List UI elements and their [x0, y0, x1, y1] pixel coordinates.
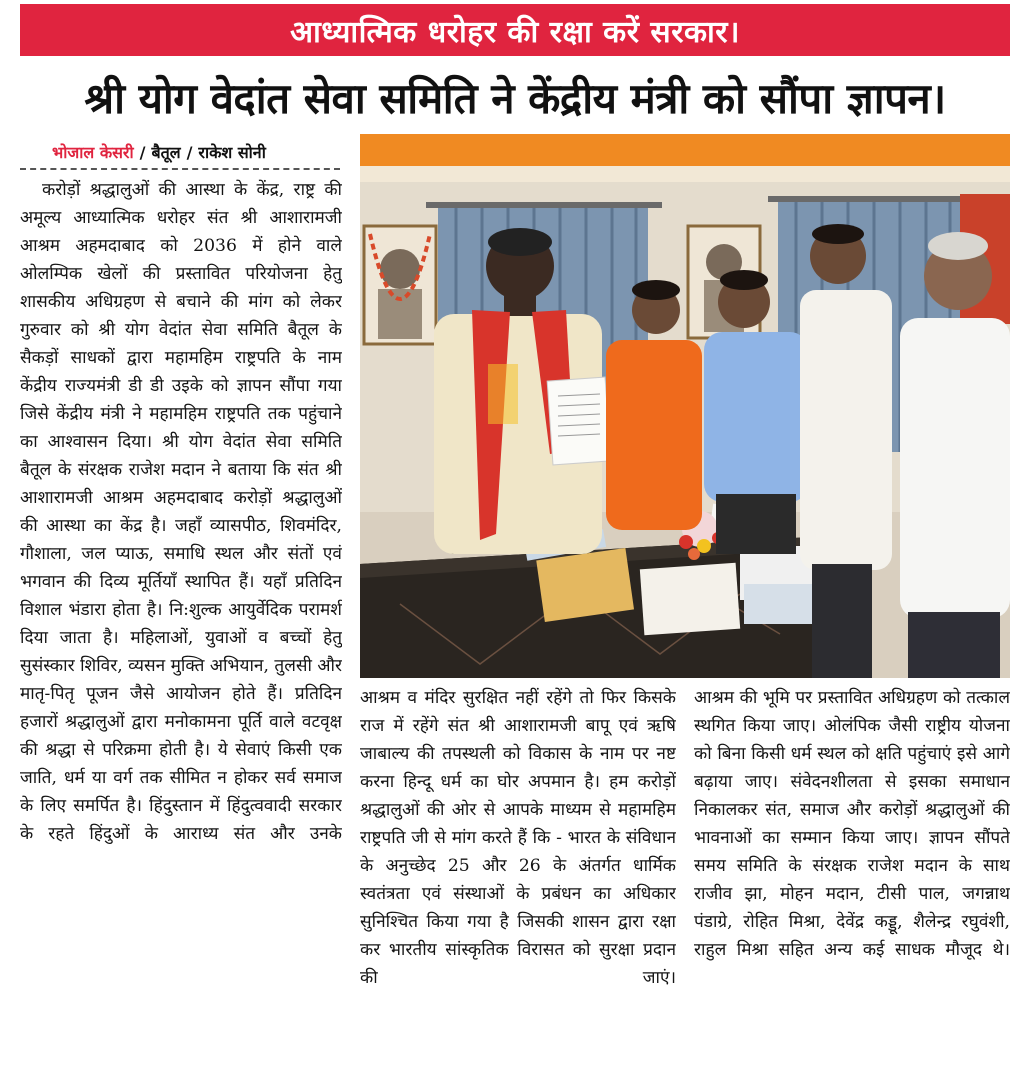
article-column-1: [20, 176, 342, 1068]
article-column-2: [360, 684, 676, 1068]
byline-paper: भोजाल केसरी: [52, 143, 134, 162]
column-2-text: आश्रम व मंदिर सुरक्षित नहीं रहेंगे तो फिर किसके राज में रहेंगे संत श्री आशारामजी बापू एवं ऋषि जाबाल्य की तपस्थली को विकास के नाम पर नष्ट करना हिन्दू धर्म का घोर अपमान है। हम करोड़ों श्रद्धालुओं की ओर से आपके माध्यम से महामहिम राष्ट्रपति जी से मांग करते हैं कि - भारत के संविधान के अनुच्छेद 25 और 26 के अंतर्गत धार्मिक स्वतंत्रता एवं संस्थाओं के प्रबंधन का अधिकार सुनिश्चित किया गया है जिसकी शासन द्वारा रक्षा कर भारतीय सांस्कृतिक विरासत को सुरक्षा प्रदान की जाएं।: [360, 688, 676, 988]
column-3-text: आश्रम की भूमि पर प्रस्तावित अधिग्रहण को तत्काल स्थगित किया जाए। ओलंपिक जैसी राष्ट्रीय योजना को बिना किसी धर्म स्थल को क्षति पहुंचाएं इसे आगे बढ़ाया जाए। संवेदनशीलता से इसका समाधान निकालकर संत, समाज और करोड़ों श्रद्धालुओं की भावनाओं का सम्मान किया जाए। ज्ञापन सौंपते समय समिति के संरक्षक राजेश मदान के साथ राजीव झा, मोहन मदान, टीसी पाल, जगन्नाथ पंडाग्रे, रोहित मिश्रा, देवेंद्र कड्डू, शैलेन्द्र रघुवंशी, राहुल मिश्रा सहित अन्य कई साधक मौजूद थे।: [694, 688, 1010, 960]
news-photo: [360, 134, 1010, 678]
kicker-banner: [20, 4, 1010, 56]
headline: श्री योग वेदांत सेवा समिति ने केंद्रीय मंत्री को सौंपा ज्ञापन।: [84, 73, 946, 123]
kicker-text: आध्यात्मिक धरोहर की रक्षा करें सरकार।: [290, 14, 740, 50]
byline-divider: [20, 168, 340, 170]
column-1-text: करोड़ों श्रद्धालुओं की आस्था के केंद्र, राष्ट्र की अमूल्य आध्यात्मिक धरोहर संत श्री आशारामजी आश्रम अहमदाबाद को 2036 में होने वाले ओलम्पिक खेलों की प्रस्तावित परियोजना हेतु शासकीय अधिग्रहण से बचाने की मांग को लेकर गुरुवार को श्री योग वेदांत सेवा समिति बैतूल के सैकड़ों साधकों द्वारा महामहिम राष्ट्रपति के नाम केंद्रीय राज्यमंत्री डी डी उइके को ज्ञापन सौंपा गया जिसे केंद्रीय मंत्री ने महामहिम राष्ट्रपति तक पहुंचाने का आश्वासन दिया। श्री योग वेदांत सेवा समिति बैतूल के संरक्षक राजेश मदान ने बताया कि संत श्री आशारामजी आश्रम अहमदाबाद करोड़ों श्रद्धालुओं की आस्था का केंद्र है। जहाँ व्यासपीठ, शिवमंदिर, गौशाला, जल प्याऊ, समाधि स्थल और संतों एवं भगवान की दिव्य मूर्तियाँ स्थापित हैं। यहाँ प्रतिदिन विशाल भंडारा होता है। नि:शुल्क आयुर्वेदिक परामर्श दिया जाता है। महिलाओं, युवाओं व बच्चों हेतु सुसंस्कार शिविर, व्यसन मुक्ति अभियान, तुलसी और मातृ-पितृ पूजन जैसे आयोजन होते हैं। प्रतिदिन हजारों श्रद्धालुओं द्वारा मनोकामना पूर्ति वाले वटवृक्ष की श्रद्धा से परिक्रमा होती है। ये सेवाएं किसी एक जाति, धर्म या वर्ग तक सीमित न होकर सर्व समाज के लिए समर्पित है। हिंदुस्तान में हिंदुत्ववादी सरकार के रहते हिंदुओं के आराध्य संत और उनके: [20, 180, 342, 844]
byline: [52, 140, 266, 164]
byline-separator: /: [186, 142, 193, 162]
photo-illustration: [360, 134, 1010, 678]
byline-place: बैतूल: [151, 143, 181, 162]
byline-separator: /: [139, 142, 146, 162]
article-column-3: [694, 684, 1010, 1068]
byline-author: राकेश सोनी: [198, 143, 266, 162]
